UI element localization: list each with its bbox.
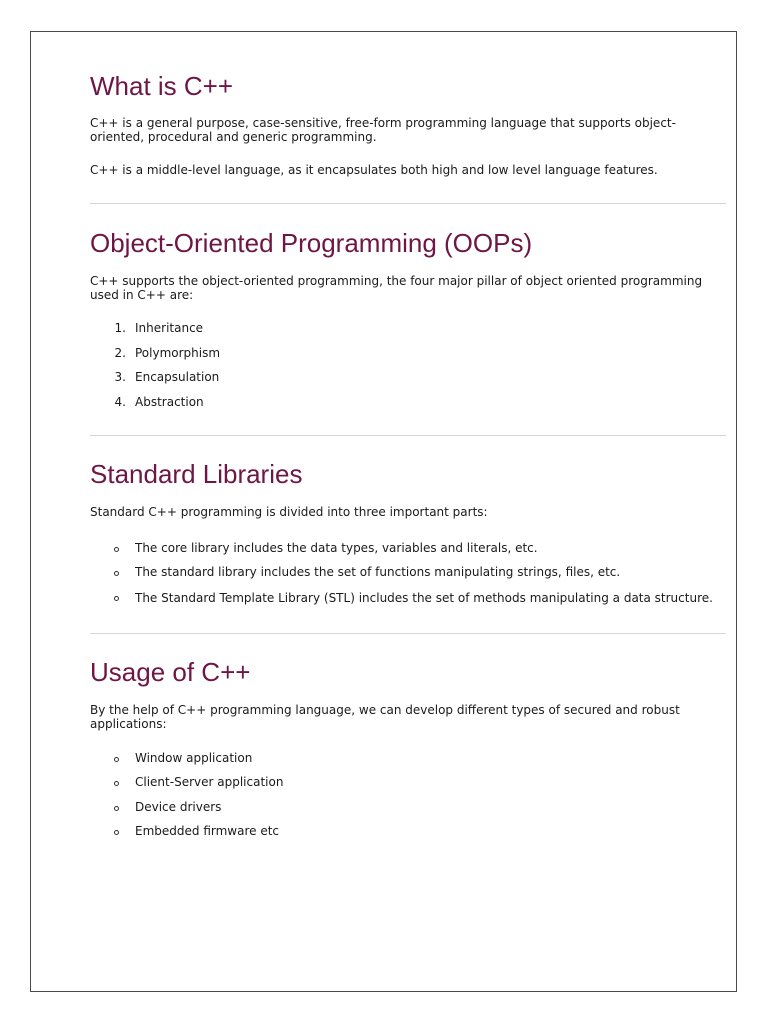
circle-bullet-icon	[114, 547, 119, 552]
usage-list	[90, 751, 726, 840]
list-item-text: Encapsulation	[135, 370, 220, 384]
list-item	[90, 800, 726, 815]
circle-bullet-icon	[114, 571, 119, 576]
list-number: 4.	[114, 394, 126, 409]
list-item-text: The standard library includes the set of functions manipulating strings, files, etc.	[135, 565, 621, 579]
list-item	[90, 321, 726, 336]
paragraph: By the help of C++ programming language, we can develop different types of secured and robust applications:	[90, 702, 680, 731]
list-item	[90, 587, 726, 609]
list-item	[90, 565, 726, 580]
list-item-text: Inheritance	[135, 321, 204, 335]
section-heading: Object-Oriented Programming (OOPs)	[90, 228, 533, 258]
list-number: 3.	[114, 370, 126, 384]
list-item	[90, 370, 726, 385]
list-item-text: Embedded firmware etc	[135, 824, 280, 838]
section-what-is-cpp	[90, 71, 726, 177]
list-item-text: Window application	[135, 750, 253, 765]
list-item-text: Polymorphism	[135, 345, 221, 360]
circle-bullet-icon	[114, 781, 119, 786]
paragraph: C++ is a middle-level language, as it encapsulates both high and low level language features.	[90, 163, 658, 177]
page-frame	[30, 31, 737, 992]
section-standard-libraries	[90, 436, 726, 609]
list-item-text: The core library includes the data types, variables and literals, etc.	[135, 540, 538, 555]
list-item	[90, 824, 726, 839]
library-parts-list	[90, 541, 726, 609]
list-item	[90, 541, 726, 556]
list-item-text: Abstraction	[135, 394, 204, 409]
section-heading: Usage of C++	[90, 656, 251, 687]
section-heading: Standard Libraries	[90, 458, 303, 489]
oops-pillar-list	[90, 321, 726, 410]
list-item-text: Client-Server application	[135, 775, 284, 789]
paragraph: C++ supports the object-oriented programming, the four major pillar of object oriented programming used in C++ are:	[90, 274, 703, 302]
list-item	[90, 775, 726, 790]
circle-bullet-icon	[114, 757, 119, 762]
paragraph: Standard C++ programming is divided into three important parts:	[90, 504, 488, 519]
list-item-text: The Standard Template Library (STL) includes the set of methods manipulating a data structure.	[135, 590, 713, 605]
section-heading: What is C++	[90, 71, 234, 101]
section-oops	[90, 204, 726, 410]
paragraph: C++ is a general purpose, case-sensitive, free-form programming language that supports object-oriented, procedural and generic programming.	[90, 116, 676, 144]
document-content	[90, 70, 726, 849]
list-item	[90, 751, 726, 766]
list-item	[90, 395, 726, 410]
circle-bullet-icon	[114, 806, 119, 811]
list-item	[90, 346, 726, 361]
section-usage	[90, 634, 726, 840]
list-number: 2.	[114, 345, 126, 360]
circle-bullet-icon	[114, 830, 119, 835]
list-number: 1.	[114, 321, 126, 335]
circle-bullet-icon	[114, 596, 119, 601]
list-item-text: Device drivers	[135, 799, 222, 814]
